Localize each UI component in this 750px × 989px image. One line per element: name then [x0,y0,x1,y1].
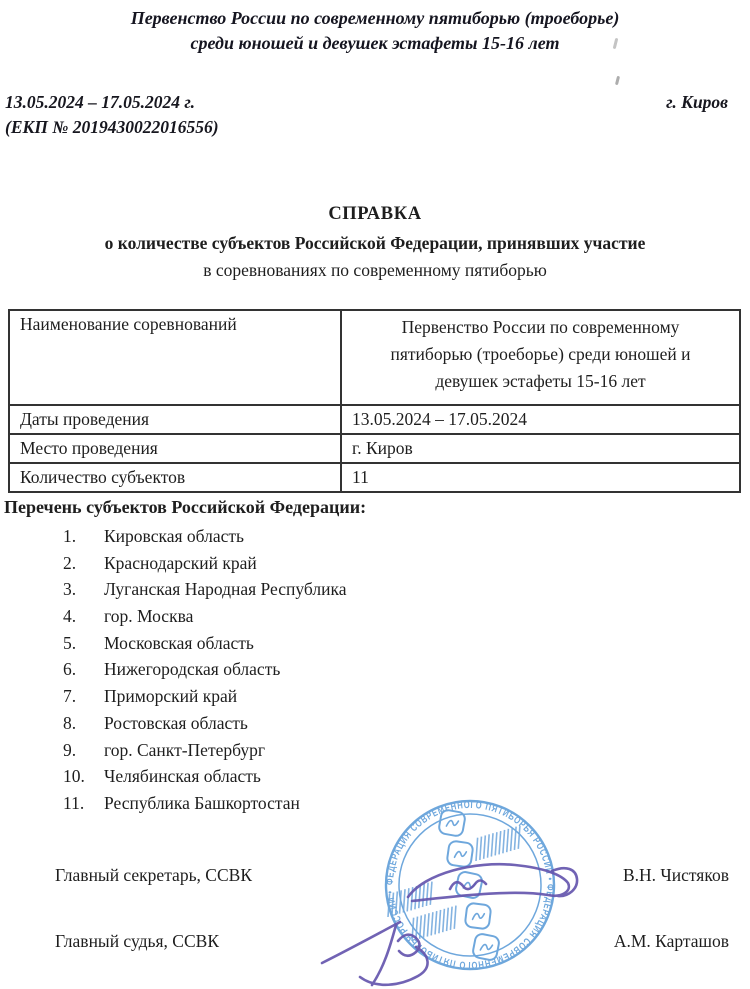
spravka-subtitle: в соревнованиях по современному пятиборью [203,260,547,280]
ekp-number: (ЕКП № 2019430022016556) [5,117,219,137]
list-item [0,737,560,764]
list-item [0,523,560,550]
list-item-number: 11. [63,792,85,813]
judge-name: А.М. Карташов [613,931,729,951]
list-item-number: 8. [63,712,77,733]
spravka-heading: СПРАВКА [328,204,422,224]
list-item [0,550,560,577]
list-item [0,603,560,630]
stamp-ring-text: ФЕДЕРАЦИЯ СОВРЕМЕННОГО ПЯТИБОРЬЯ РОССИИ • ФЕДЕРАЦИЯ СОВРЕМЕННОГО ПЯТИБОРЬЯ РОССИИ • [384,799,556,971]
federation-stamp [382,800,555,970]
scan-artifact [615,76,620,85]
table-cell-label: Количество субъектов [9,463,341,492]
list-item-number: 4. [63,606,77,627]
table-row [9,434,740,463]
stamp-inner-ring [399,814,541,956]
table-cell-label: Место проведения [9,434,341,463]
document-title-line2: среди юношей и девушек эстафеты 15-16 лет [190,33,560,53]
signature-kartashov-ink [322,922,428,985]
list-item [0,656,560,683]
list-item-number: 1. [63,526,77,546]
federation-emblem [382,809,526,961]
table-cell-value: Первенство России по современному пятиборью (троеборье) среди юношей и девушек эстафеты 15-16 лет [341,310,740,405]
list-item-name: Республика Башкортостан [104,792,300,813]
list-item-number: 7. [63,686,77,707]
table-row [9,310,740,405]
table-cell-value: г. Киров [341,434,740,463]
list-item-name: Нижегородская область [104,659,281,680]
list-item-number: 9. [63,739,77,760]
list-item-name: Ростовская область [104,712,248,733]
table-row [9,405,740,434]
list-item-name: Приморский край [104,686,238,707]
secretary-role-label: Главный секретарь, ССВК [55,865,252,885]
judge-role-label: Главный судья, ССВК [55,931,219,951]
document-title-line1: Первенство России по современному пятиборью (троеборье) [130,8,620,28]
list-item-number: 10. [63,766,85,787]
list-item [0,630,560,657]
list-item-name: Московская область [104,632,254,653]
event-dates: 13.05.2024 – 17.05.2024 г. [5,92,195,112]
list-item [0,790,560,817]
secretary-name: В.Н. Чистяков [622,865,729,885]
event-city: г. Киров [666,92,728,112]
dates-and-city-row [5,92,728,113]
signature-chistyakov-ink [408,864,577,901]
svg-text:ФЕДЕРАЦИЯ СОВРЕМЕННОГО ПЯТИБОР [385,800,555,970]
list-item-name: Челябинская область [104,766,261,787]
table-cell-value: 13.05.2024 – 17.05.2024 [341,405,740,434]
list-item-name: гор. Москва [104,606,194,627]
list-item [0,576,560,603]
subjects-list-heading: Перечень субъектов Российской Федерации: [4,497,367,517]
table-row [9,463,740,492]
table-cell-value: 11 [341,463,740,492]
table-cell-label: Даты проведения [9,405,341,434]
list-item [0,683,560,710]
table-cell-label: Наименование соревнований [9,310,341,405]
stamp-outer-ring [386,801,554,969]
list-item-number: 2. [63,552,77,573]
list-item-name: гор. Санкт-Петербург [104,739,266,760]
list-item [0,763,560,790]
document-title [0,6,750,56]
subjects-list [0,523,560,817]
competition-info-table [8,309,741,493]
list-item-name: Краснодарский край [104,552,257,573]
list-item-number: 5. [63,632,77,653]
list-item-name: Луганская Народная Республика [104,579,347,600]
list-item-name: Кировская область [104,526,245,546]
spravka-subtitle-bold: о количестве субъектов Российской Федерации, принявших участие [104,233,646,253]
list-item [0,710,560,737]
list-item-number: 6. [63,659,77,680]
list-item-number: 3. [63,579,77,600]
